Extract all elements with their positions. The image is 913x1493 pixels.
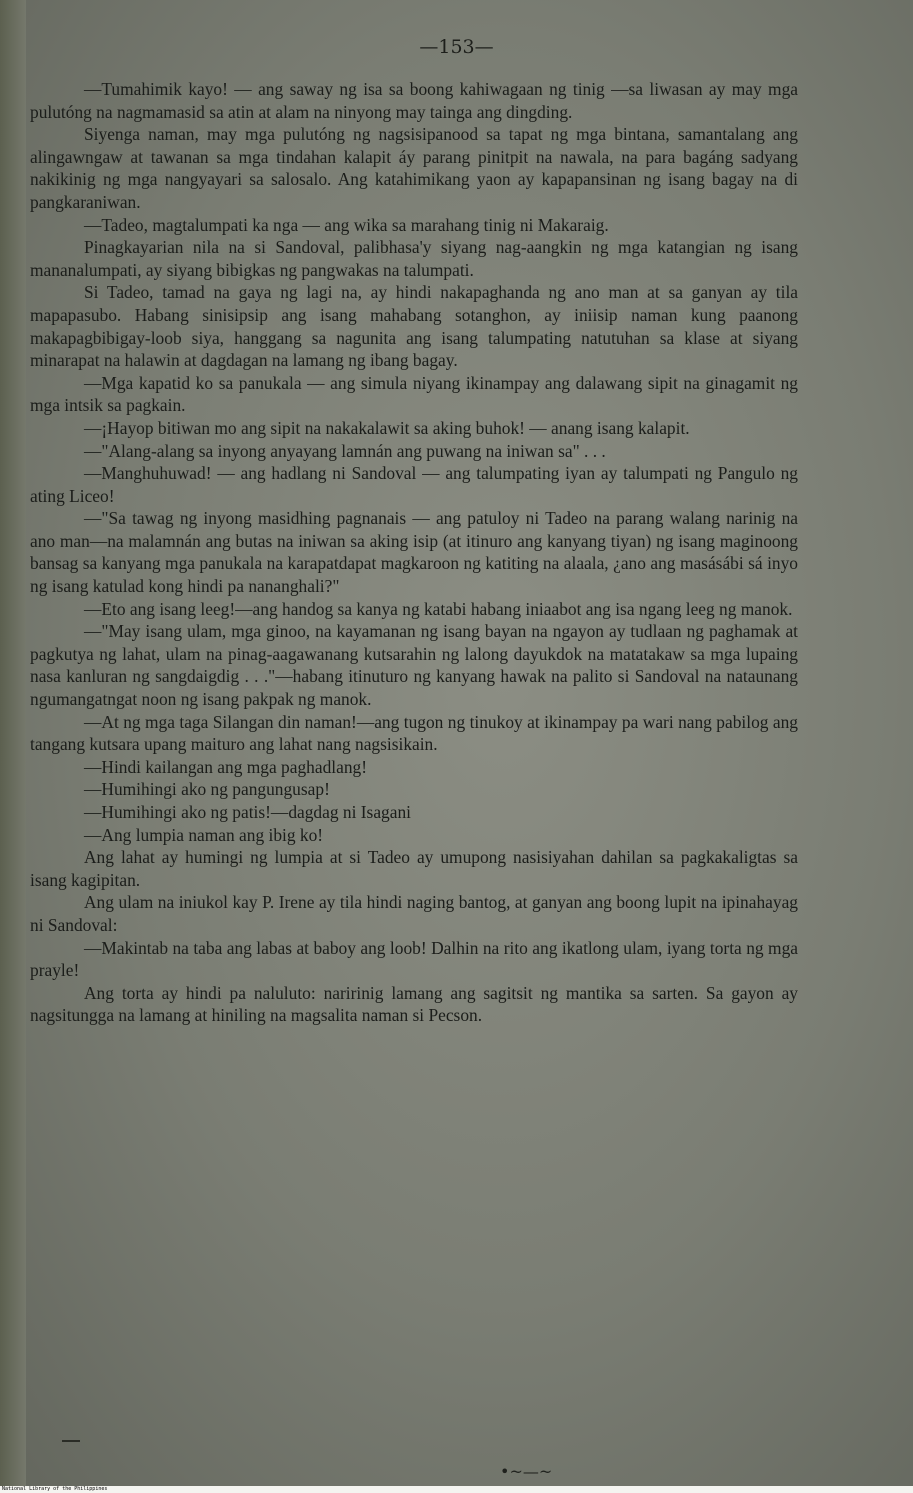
paragraph: —Makintab na taba ang labas at baboy ang loob! Dalhin na rito ang ikatlong ulam, iyang torta ng mga prayle! xyxy=(30,937,798,981)
paragraph: —Tumahimik kayo! — ang saway ng isa sa boong kahiwagaan ng tinig —sa liwasan ay may mga pulutóng na nagmamasid sa atin at alam na ninyong may tainga ang dingding. xyxy=(30,79,798,122)
paragraph: Pinagkayarian nila na si Sandoval, palibhasa'y siyang nag-aangkin ng mga katangian ng isang mananalumpati, ay siyang bibigkas ng pangwakas na talumpati. xyxy=(30,237,798,280)
paragraph: —Ang lumpia naman ang ibig ko! xyxy=(84,824,324,845)
paragraph: —At ng mga taga Silangan din naman!—ang tugon ng tinukoy at ikinampay pa wari nang pabilog ang tangang kutsara upang maituro ang lahat nang nagsisikain. xyxy=(30,711,798,755)
binding-edge xyxy=(0,0,26,1486)
paragraph: —Eto ang isang leeg!—ang handog sa kanya ng katabi habang iniaabot ang isa ngang leeg ng manok. xyxy=(84,598,793,619)
paragraph: Ang lahat ay humingi ng lumpia at si Tadeo ay umupong nasisiyahan dahilan sa pagkakaligtas sa isang kagipitan. xyxy=(30,847,798,890)
paragraph: Ang torta ay hindi pa naluluto: naririnig lamang ang sagitsit ng mantika sa sarten. Sa gayon ay nagsitungga na lamang at hiniling na magsalita naman si Pecson. xyxy=(30,982,798,1026)
paragraph: —¡Hayop bitiwan mo ang sipit na nakakalawit sa aking buhok! — anang isang kalapit. xyxy=(84,417,690,438)
end-flourish: •~—~ xyxy=(500,1462,553,1481)
paragraph: —"Alang-alang sa inyong anyayang lamnán ang puwang na iniwan sa" . . . xyxy=(84,440,606,461)
page-number: —153— xyxy=(419,36,494,58)
paragraph: Si Tadeo, tamad na gaya ng lagi na, ay hindi nakapaghanda ng ano man at sa ganyan ay tila mapapasubo. Habang sinisipsip ang isang mahabang sotanghon, ay iniisip naman kung paanong makapagbibigay-loob siya, hanggang sa nagunita ang isang talumpating natutuhan sa klase at siyang minarapat na halawin at dagdagan na lamang ng ibang bagay. xyxy=(30,282,798,371)
body-text xyxy=(30,78,798,1027)
paragraph: —Humihingi ako ng patis!—dagdag ni Isagani xyxy=(84,802,411,822)
paragraph: Ang ulam na iniukol kay P. Irene ay tila hindi naging bantog, at ganyan ang boong lupit na ipinahayag ni Sandoval: xyxy=(30,892,798,935)
library-credit: National Library of the Philippines xyxy=(0,1486,913,1493)
paragraph: —Hindi kailangan ang mga paghadlang! xyxy=(84,756,367,777)
paragraph: Siyenga naman, may mga pulutóng ng nagsisipanood sa tapat ng mga bintana, samantalang ang alingawngaw at tawanan sa mga tindahan kalapit áy parang pinitpit na nawala, na para bagáng sadyang nakikinig ng mga nangyayari sa salosalo. Ang katahimikang yaon ay kapapansinan ng isang bagay na di pangkaraniwan. xyxy=(30,124,798,212)
paragraph: —Tadeo, magtalumpati ka nga — ang wika sa marahang tinig ni Makaraig. xyxy=(84,214,609,235)
paragraph: —"May isang ulam, mga ginoo, na kayamanan ng isang bayan na ngayon ay tudlaan ng paghamak at pagkutya ng lahat, ulam na pinag-aagawanang kutsarahin ng lalong dayukdok na matatakaw sa mga lupaing nasa kanluran ng sangdaigdig . . ."—habang itinuturo ng kanyang hawak na palito si Sandoval na nataunang ngumangatngat noon ng isang pakpak ng manok. xyxy=(30,621,798,710)
paragraph: —"Sa tawag ng inyong masidhing pagnanais — ang patuloy ni Tadeo na parang walang narinig na ano man—na malamnán ang butas na iniwan sa aking isip (at itinuro ang kanyang tiyan) ng isang maginoong bansag sa kanyang mga panukala na karapatdapat magkaroon ng katiting na alaala, ¿ano ang masásábi sá inyo ng isang katulad kong hindi pa nananghali?" xyxy=(30,508,798,597)
ink-mark xyxy=(62,1440,80,1442)
paragraph: —Manghuhuwad! — ang hadlang ni Sandoval — ang talumpating iyan ay talumpati ng Pangulo ng ating Liceo! xyxy=(30,463,798,506)
paragraph: —Mga kapatid ko sa panukala — ang simula niyang ikinampay ang dalawang sipit na ginagamit ng mga intsik sa pagkain. xyxy=(30,372,798,416)
paragraph: —Humihingi ako ng pangungusap! xyxy=(84,779,330,800)
